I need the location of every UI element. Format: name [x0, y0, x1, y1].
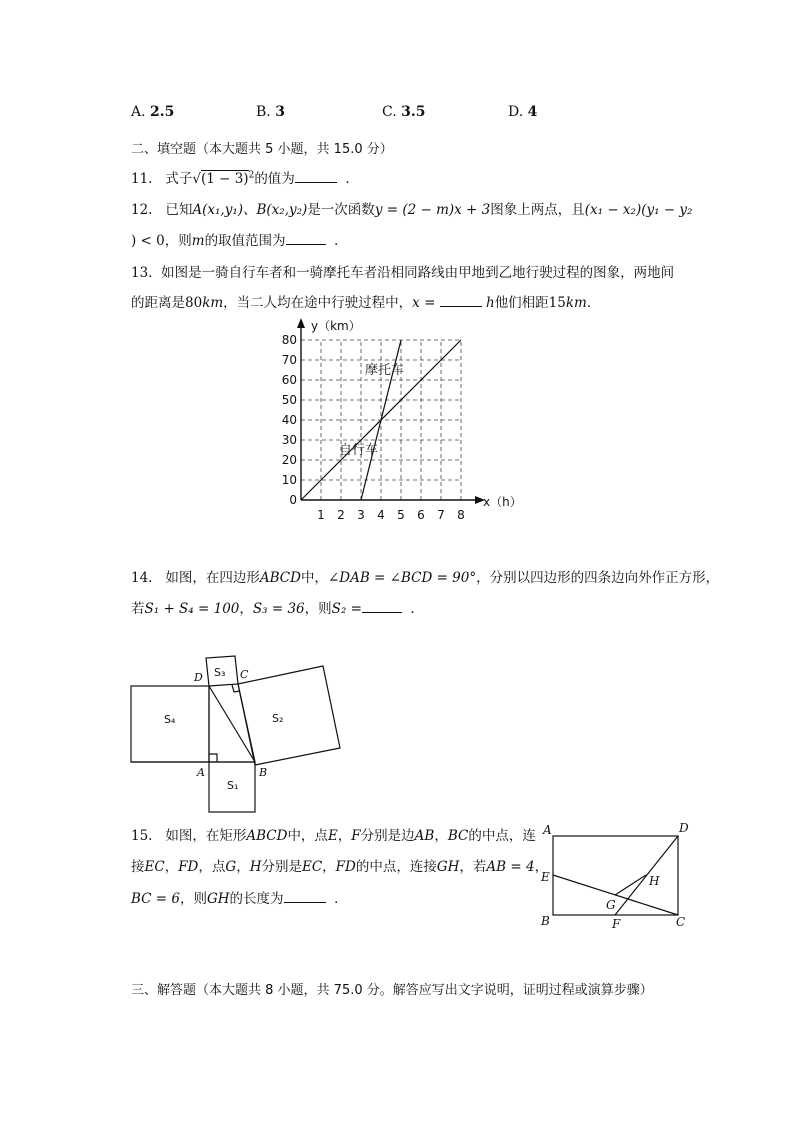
- series-label: 摩托车: [365, 363, 405, 378]
- label-a: A: [197, 766, 205, 779]
- answer-blank: [286, 232, 326, 245]
- question-15-cont: 接EC，FD，点G，H分别是EC，FD的中点，连接GH，若AB = 4，: [131, 859, 549, 875]
- answer-blank: [440, 294, 482, 307]
- label-a: A: [543, 823, 552, 837]
- option-b: B. 3: [256, 104, 285, 120]
- y-axis-label: y（km）: [311, 319, 361, 333]
- label-c: C: [676, 915, 686, 929]
- question-15: 15. 如图，在矩形ABCD中，点E，F分别是边AB，BC的中点，连: [131, 828, 536, 844]
- question-14-cont: 若S₁ + S₄ = 100，S₃ = 36，则S₂ = ．: [131, 601, 424, 617]
- y-tick-label: 30: [281, 433, 297, 447]
- label-e: E: [541, 870, 550, 884]
- question-12: 12. 已知A(x₁,y₁)、B(x₂,y₂)是一次函数y = (2 − m)x + 3图象上两点，且(x₁ − x₂)(y₁ − y₂: [131, 202, 693, 218]
- question-15-cont2: BC = 6，则GH的长度为 ．: [131, 891, 348, 907]
- x-tick-label: 7: [437, 508, 445, 522]
- label-f: F: [612, 917, 621, 931]
- series-label: 自行车: [339, 443, 379, 458]
- y-axis-arrow: [297, 318, 305, 328]
- y-tick-label: 20: [281, 453, 297, 467]
- answer-blank: [295, 170, 337, 183]
- label-g: G: [606, 898, 616, 912]
- diagonal-db: [209, 686, 255, 762]
- label-h: H: [649, 874, 660, 888]
- x-tick-label: 4: [377, 508, 385, 522]
- label-c: C: [240, 668, 249, 681]
- x-tick-label: 2: [337, 508, 345, 522]
- segment-fd: [615, 836, 678, 915]
- label-d: D: [194, 671, 203, 684]
- x-tick-label: 3: [357, 508, 365, 522]
- answer-blank: [362, 600, 402, 613]
- y-tick-label: 40: [281, 413, 297, 427]
- question-12-cont: ) < 0，则m的取值范围为 ．: [131, 233, 348, 249]
- label-s2: S₂: [272, 712, 284, 725]
- segment-gh: [615, 875, 646, 895]
- option-a: A. 2.5: [131, 104, 175, 120]
- square-s2: [238, 666, 340, 765]
- y-tick-label: 50: [281, 393, 297, 407]
- label-s1: S₁: [227, 779, 239, 792]
- sqrt-expression: $√(1 - 3)^2$: [192, 170, 255, 187]
- label-b: B: [259, 766, 268, 779]
- label-b: B: [541, 914, 550, 928]
- y-tick-label: 10: [281, 473, 297, 487]
- x-axis-label: x（h）: [483, 495, 522, 509]
- section-2-heading: 二、填空题（本大题共 5 小题，共 15.0 分）: [131, 142, 393, 157]
- rectangle-figure: [538, 820, 698, 930]
- side-cb: [238, 684, 255, 762]
- label-s3: S₃: [214, 666, 226, 679]
- y-tick-label: 80: [281, 333, 297, 347]
- y-tick-label: 0: [289, 493, 297, 507]
- right-angle-a: [209, 754, 217, 762]
- y-tick-label: 60: [281, 373, 297, 387]
- squares-figure: [128, 652, 368, 817]
- label-d: D: [679, 821, 689, 835]
- x-tick-label: 5: [397, 508, 405, 522]
- option-d: D. 4: [508, 104, 538, 120]
- question-14: 14. 如图，在四边形ABCD中，∠DAB = ∠BCD = 90°，分别以四边形的四条边向外作正方形，: [131, 570, 720, 586]
- question-13: 13. 如图是一骑自行车者和一骑摩托车者沿相同路线由甲地到乙地行驶过程的图象，两地间: [131, 265, 675, 281]
- x-tick-label: 6: [417, 508, 425, 522]
- question-13-cont: 的距离是80km，当二人均在途中行驶过程中，x = h他们相距15km．: [131, 295, 601, 311]
- label-s4: S₄: [164, 713, 176, 726]
- x-tick-label: 8: [457, 508, 465, 522]
- section-3-heading: 三、解答题（本大题共 8 小题，共 75.0 分。解答应写出文字说明，证明过程或演算步骤）: [131, 983, 653, 998]
- answer-blank: [284, 890, 326, 903]
- option-c: C. 3.5: [382, 104, 426, 120]
- question-11: 11. 式子$√(1 - 3)^2$的值为 ．: [131, 170, 359, 187]
- x-tick-label: 1: [317, 508, 325, 522]
- y-tick-label: 70: [281, 353, 297, 367]
- travel-graph: [275, 312, 522, 522]
